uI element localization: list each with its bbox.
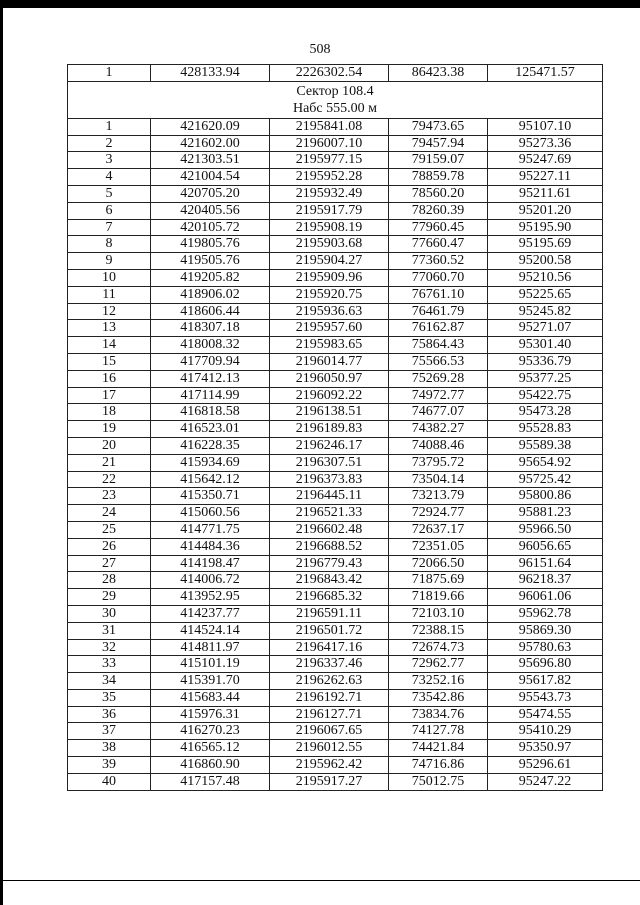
local-y-cell: 95336.79 [488,353,603,370]
y-coordinate-cell: 2195903.68 [270,236,389,253]
local-y-cell: 95247.69 [488,152,603,169]
local-x-cell: 74716.86 [389,757,488,774]
local-y-cell: 95474.55 [488,706,603,723]
local-x-cell: 79457.94 [389,135,488,152]
local-x-cell: 76162.87 [389,320,488,337]
point-number-cell: 12 [68,303,151,320]
local-y-cell: 95107.10 [488,118,603,135]
local-y-cell: 95800.86 [488,488,603,505]
local-y-cell: 95966.50 [488,521,603,538]
local-x-cell: 73252.16 [389,673,488,690]
table-row [68,169,603,186]
y-coordinate-cell: 2196092.22 [270,387,389,404]
table-row [68,488,603,505]
local-y-cell: 95473.28 [488,404,603,421]
table-row [68,572,603,589]
local-y-cell: 95377.25 [488,370,603,387]
x-coordinate-cell: 416565.12 [151,740,270,757]
y-coordinate-cell: 2196067.65 [270,723,389,740]
local-y-cell: 95201.20 [488,202,603,219]
local-y-cell: 95780.63 [488,639,603,656]
x-coordinate-cell: 415350.71 [151,488,270,505]
x-coordinate-cell: 414524.14 [151,622,270,639]
table-row [68,773,603,790]
x-coordinate-cell: 416523.01 [151,421,270,438]
local-x-cell: 74972.77 [389,387,488,404]
point-number-cell: 31 [68,622,151,639]
local-x-cell: 74088.46 [389,437,488,454]
point-number-cell: 28 [68,572,151,589]
x-coordinate-cell: 415683.44 [151,689,270,706]
point-number-cell: 6 [68,202,151,219]
local-x-cell: 78859.78 [389,169,488,186]
point-number-cell: 14 [68,337,151,354]
table-row [68,202,603,219]
y-coordinate-cell: 2196050.97 [270,370,389,387]
table-row [68,421,603,438]
x-coordinate-cell: 420405.56 [151,202,270,219]
local-x-cell: 72924.77 [389,505,488,522]
x-coordinate-cell: 421602.00 [151,135,270,152]
y-coordinate-cell: 2196014.77 [270,353,389,370]
y-coordinate-cell: 2196843.42 [270,572,389,589]
point-number-cell: 34 [68,673,151,690]
x-coordinate-cell: 419205.82 [151,269,270,286]
point-number-cell: 30 [68,605,151,622]
local-x-cell: 75566.53 [389,353,488,370]
local-y-cell: 95528.83 [488,421,603,438]
x-coordinate-cell: 413952.95 [151,589,270,606]
local-x-cell: 74127.78 [389,723,488,740]
scan-top-border [0,0,640,8]
table-row [68,320,603,337]
local-y-cell: 95247.22 [488,773,603,790]
local-x-cell: 75864.43 [389,337,488,354]
table-row [68,269,603,286]
x-coordinate-cell: 421004.54 [151,169,270,186]
table-row [68,471,603,488]
point-number-cell: 2 [68,135,151,152]
table-row [68,303,603,320]
local-y-cell: 125471.57 [488,65,603,82]
local-y-cell: 95696.80 [488,656,603,673]
x-coordinate-cell: 416860.90 [151,757,270,774]
x-coordinate-cell: 418008.32 [151,337,270,354]
point-number-cell: 1 [68,65,151,82]
y-coordinate-cell: 2195917.79 [270,202,389,219]
x-coordinate-cell: 414484.36 [151,538,270,555]
local-x-cell: 74421.84 [389,740,488,757]
point-number-cell: 18 [68,404,151,421]
local-y-cell: 95589.38 [488,437,603,454]
local-y-cell: 95273.36 [488,135,603,152]
point-number-cell: 10 [68,269,151,286]
point-number-cell: 22 [68,471,151,488]
y-coordinate-cell: 2196337.46 [270,656,389,673]
local-y-cell: 96151.64 [488,555,603,572]
y-coordinate-cell: 2196445.11 [270,488,389,505]
section-title: Сектор 108.4 [296,83,374,99]
y-coordinate-cell: 2196246.17 [270,437,389,454]
local-y-cell: 95245.82 [488,303,603,320]
x-coordinate-cell: 418606.44 [151,303,270,320]
x-coordinate-cell: 416228.35 [151,437,270,454]
point-number-cell: 3 [68,152,151,169]
local-x-cell: 72351.05 [389,538,488,555]
local-x-cell: 79159.07 [389,152,488,169]
point-number-cell: 23 [68,488,151,505]
local-x-cell: 71875.69 [389,572,488,589]
point-number-cell: 26 [68,538,151,555]
y-coordinate-cell: 2196373.83 [270,471,389,488]
local-x-cell: 74677.07 [389,404,488,421]
table-row [68,521,603,538]
point-number-cell: 39 [68,757,151,774]
table-row [68,505,603,522]
point-number-cell: 21 [68,454,151,471]
local-x-cell: 76761.10 [389,286,488,303]
y-coordinate-cell: 2195917.27 [270,773,389,790]
table-row [68,656,603,673]
y-coordinate-cell: 2196262.63 [270,673,389,690]
x-coordinate-cell: 419805.76 [151,236,270,253]
local-x-cell: 77660.47 [389,236,488,253]
local-x-cell: 75269.28 [389,370,488,387]
local-x-cell: 86423.38 [389,65,488,82]
x-coordinate-cell: 414198.47 [151,555,270,572]
local-y-cell: 95227.11 [488,169,603,186]
table-row [68,219,603,236]
local-x-cell: 72388.15 [389,622,488,639]
y-coordinate-cell: 2196012.55 [270,740,389,757]
table-row [68,605,603,622]
table-row [68,706,603,723]
point-number-cell: 35 [68,689,151,706]
y-coordinate-cell: 2196192.71 [270,689,389,706]
local-x-cell: 76461.79 [389,303,488,320]
x-coordinate-cell: 414237.77 [151,605,270,622]
local-x-cell: 77960.45 [389,219,488,236]
table-row [68,286,603,303]
point-number-cell: 8 [68,236,151,253]
point-number-cell: 4 [68,169,151,186]
point-number-cell: 38 [68,740,151,757]
table-row [68,353,603,370]
table-row [68,404,603,421]
table-row [68,740,603,757]
point-number-cell: 37 [68,723,151,740]
point-number-cell: 13 [68,320,151,337]
table-row [68,622,603,639]
local-x-cell: 72103.10 [389,605,488,622]
local-y-cell: 95195.69 [488,236,603,253]
x-coordinate-cell: 416818.58 [151,404,270,421]
local-x-cell: 72674.73 [389,639,488,656]
local-x-cell: 77060.70 [389,269,488,286]
x-coordinate-cell: 421303.51 [151,152,270,169]
y-coordinate-cell: 2196602.48 [270,521,389,538]
y-coordinate-cell: 2195962.42 [270,757,389,774]
y-coordinate-cell: 2195952.28 [270,169,389,186]
table-row [68,757,603,774]
point-number-cell: 27 [68,555,151,572]
local-y-cell: 95225.65 [488,286,603,303]
local-x-cell: 73834.76 [389,706,488,723]
table-row [68,185,603,202]
x-coordinate-cell: 415060.56 [151,505,270,522]
x-coordinate-cell: 419505.76 [151,253,270,270]
x-coordinate-cell: 418906.02 [151,286,270,303]
local-x-cell: 79473.65 [389,118,488,135]
y-coordinate-cell: 2195932.49 [270,185,389,202]
point-number-cell: 20 [68,437,151,454]
y-coordinate-cell: 2195920.75 [270,286,389,303]
local-x-cell: 72637.17 [389,521,488,538]
y-coordinate-cell: 2195908.19 [270,219,389,236]
x-coordinate-cell: 420105.72 [151,219,270,236]
local-x-cell: 73795.72 [389,454,488,471]
y-coordinate-cell: 2195977.15 [270,152,389,169]
x-coordinate-cell: 414006.72 [151,572,270,589]
x-coordinate-cell: 414811.97 [151,639,270,656]
scan-left-border [0,0,3,905]
y-coordinate-cell: 2196521.33 [270,505,389,522]
point-number-cell: 40 [68,773,151,790]
table-row [68,589,603,606]
y-coordinate-cell: 2196127.71 [270,706,389,723]
x-coordinate-cell: 417157.48 [151,773,270,790]
table-row [68,152,603,169]
y-coordinate-cell: 2195936.63 [270,303,389,320]
local-x-cell: 78260.39 [389,202,488,219]
local-x-cell: 72066.50 [389,555,488,572]
y-coordinate-cell: 2195904.27 [270,253,389,270]
point-number-cell: 24 [68,505,151,522]
point-number-cell: 32 [68,639,151,656]
page-number: 508 [309,42,331,57]
point-number-cell: 29 [68,589,151,606]
y-coordinate-cell: 2196501.72 [270,622,389,639]
point-number-cell: 25 [68,521,151,538]
coordinates-table-body [68,65,603,791]
local-x-cell: 73504.14 [389,471,488,488]
local-y-cell: 95211.61 [488,185,603,202]
local-x-cell: 72962.77 [389,656,488,673]
local-y-cell: 95881.23 [488,505,603,522]
table-row [68,337,603,354]
point-number-cell: 33 [68,656,151,673]
coordinates-table [67,64,603,791]
table-row [68,236,603,253]
local-x-cell: 75012.75 [389,773,488,790]
table-row [68,555,603,572]
x-coordinate-cell: 415642.12 [151,471,270,488]
y-coordinate-cell: 2196417.16 [270,639,389,656]
local-y-cell: 95543.73 [488,689,603,706]
point-number-cell: 11 [68,286,151,303]
y-coordinate-cell: 2196138.51 [270,404,389,421]
y-coordinate-cell: 2196591.11 [270,605,389,622]
x-coordinate-cell: 418307.18 [151,320,270,337]
y-coordinate-cell: 2196007.10 [270,135,389,152]
section-header-cell [68,81,603,118]
local-y-cell: 95725.42 [488,471,603,488]
table-row [68,253,603,270]
x-coordinate-cell: 417114.99 [151,387,270,404]
local-x-cell: 71819.66 [389,589,488,606]
table-row [68,538,603,555]
local-x-cell: 73213.79 [389,488,488,505]
y-coordinate-cell: 2196779.43 [270,555,389,572]
point-number-cell: 16 [68,370,151,387]
table-row [68,370,603,387]
local-x-cell: 78560.20 [389,185,488,202]
local-y-cell: 95869.30 [488,622,603,639]
section-height: Набс 555.00 м [292,100,378,116]
local-y-cell: 95350.97 [488,740,603,757]
y-coordinate-cell: 2195983.65 [270,337,389,354]
local-x-cell: 73542.86 [389,689,488,706]
point-number-cell: 7 [68,219,151,236]
point-number-cell: 9 [68,253,151,270]
local-x-cell: 74382.27 [389,421,488,438]
y-coordinate-cell: 2195909.96 [270,269,389,286]
local-x-cell: 77360.52 [389,253,488,270]
x-coordinate-cell: 417412.13 [151,370,270,387]
y-coordinate-cell: 2196688.52 [270,538,389,555]
section-header-row [68,81,603,118]
local-y-cell: 95200.58 [488,253,603,270]
local-y-cell: 95195.90 [488,219,603,236]
local-y-cell: 96218.37 [488,572,603,589]
x-coordinate-cell: 420705.20 [151,185,270,202]
y-coordinate-cell: 2196189.83 [270,421,389,438]
point-number-cell: 1 [68,118,151,135]
x-coordinate-cell: 414771.75 [151,521,270,538]
point-number-cell: 19 [68,421,151,438]
table-row [68,118,603,135]
y-coordinate-cell: 2196685.32 [270,589,389,606]
x-coordinate-cell: 415391.70 [151,673,270,690]
local-y-cell: 95301.40 [488,337,603,354]
table-row [68,454,603,471]
local-y-cell: 95271.07 [488,320,603,337]
table-row [68,135,603,152]
x-coordinate-cell: 417709.94 [151,353,270,370]
local-y-cell: 95654.92 [488,454,603,471]
table-row [68,387,603,404]
local-y-cell: 95422.75 [488,387,603,404]
table-row [68,65,603,82]
x-coordinate-cell: 415976.31 [151,706,270,723]
local-y-cell: 95962.78 [488,605,603,622]
point-number-cell: 15 [68,353,151,370]
local-y-cell: 95210.56 [488,269,603,286]
table-row [68,673,603,690]
point-number-cell: 5 [68,185,151,202]
y-coordinate-cell: 2226302.54 [270,65,389,82]
table-row [68,437,603,454]
local-y-cell: 96061.06 [488,589,603,606]
x-coordinate-cell: 415101.19 [151,656,270,673]
local-y-cell: 95296.61 [488,757,603,774]
x-coordinate-cell: 421620.09 [151,118,270,135]
table-row [68,723,603,740]
local-y-cell: 95410.29 [488,723,603,740]
local-y-cell: 96056.65 [488,538,603,555]
point-number-cell: 17 [68,387,151,404]
y-coordinate-cell: 2195957.60 [270,320,389,337]
table-row [68,639,603,656]
table-row [68,689,603,706]
point-number-cell: 36 [68,706,151,723]
scan-bottom-line [0,880,640,881]
y-coordinate-cell: 2195841.08 [270,118,389,135]
x-coordinate-cell: 415934.69 [151,454,270,471]
x-coordinate-cell: 416270.23 [151,723,270,740]
y-coordinate-cell: 2196307.51 [270,454,389,471]
x-coordinate-cell: 428133.94 [151,65,270,82]
local-y-cell: 95617.82 [488,673,603,690]
